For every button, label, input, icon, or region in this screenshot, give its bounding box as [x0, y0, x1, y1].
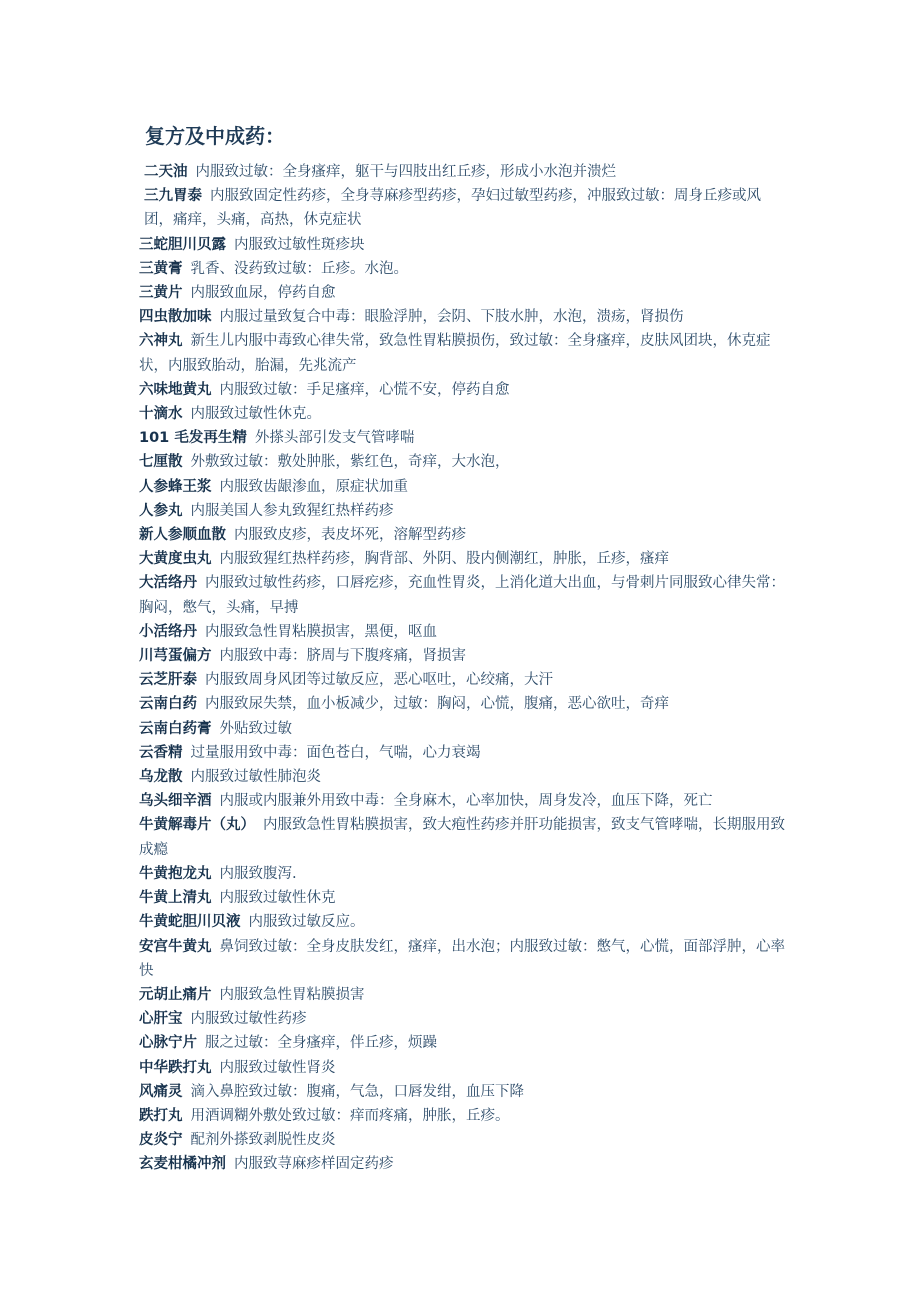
drug-name: 小活络丹: [139, 623, 197, 640]
drug-reaction-description: 新生儿内服中毒致心律失常，致急性胃粘膜损伤，致过敏：全身瘙痒，皮肤风团块，休克症状，内服致胎动，胎漏，先兆流产: [139, 333, 771, 374]
drug-name: 云芝肝泰: [139, 672, 197, 689]
drug-entry: [139, 1031, 789, 1055]
drug-reaction-description: 内服致过敏：手足瘙痒，心慌不安，停药自愈: [219, 381, 510, 398]
drug-name: 新人参顺血散: [139, 527, 226, 544]
drug-entry: [139, 475, 789, 499]
drug-reaction-description: 滴入鼻腔致过敏：腹痛，气急，口唇发绀，血压下降: [190, 1083, 524, 1100]
drug-reaction-description: 内服致荨麻疹样固定药疹: [234, 1156, 394, 1173]
drug-reaction-description: 内服或内服兼外用致中毒：全身麻木，心率加快，周身发冷，血压下降，死亡: [219, 793, 713, 810]
drug-reaction-description: 内服致急性胃粘膜损害，致大疱性药疹并肝功能损害，致支气管哮喘，长期服用致成瘾: [139, 817, 785, 858]
drug-name: 牛黄蛇胆川贝液: [139, 914, 241, 931]
drug-name: 乌龙散: [139, 769, 183, 786]
drug-name: 中华跌打丸: [139, 1059, 212, 1076]
drug-name: 四虫散加味: [139, 309, 212, 326]
drug-name: 人参丸: [139, 502, 183, 519]
drug-name: 安宫牛黄丸: [139, 938, 212, 955]
drug-name: 牛黄上清丸: [139, 890, 212, 907]
drug-entry: [139, 402, 789, 426]
drug-name: 三黄膏: [139, 260, 183, 277]
drug-entry: [139, 620, 789, 644]
drug-reaction-description: 内服致猩红热样药疹，胸背部、外阴、股内侧潮红，肿胀，丘疹，瘙痒: [219, 551, 669, 568]
drug-reaction-description: 内服致周身风团等过敏反应，恶心呕吐，心绞痛，大汗: [205, 672, 553, 689]
drug-reaction-description: 内服致中毒：脐周与下腹疼痛，肾损害: [219, 648, 466, 665]
drug-entry: [139, 184, 789, 232]
drug-reaction-description: 乳香、没药致过敏：丘疹。水泡。: [190, 260, 408, 277]
drug-entry: [139, 813, 789, 861]
drug-entry: [139, 305, 789, 329]
drug-entry: [139, 1056, 789, 1080]
drug-reaction-description: 过量服用致中毒：面色苍白，气喘，心力衰竭: [190, 744, 481, 761]
drug-entry: [139, 765, 789, 789]
drug-name: 大活络丹: [139, 575, 197, 592]
drug-reaction-description: 外搽头部引发支气管哮喘: [254, 430, 415, 447]
drug-entry: [139, 281, 789, 305]
drug-name: 十滴水: [139, 406, 183, 423]
drug-name: 心肝宝: [139, 1011, 183, 1028]
drug-name: 川芎蛋偏方: [139, 648, 212, 665]
drug-name: 101 毛发再生精: [139, 430, 247, 447]
drug-entry: [139, 523, 789, 547]
drug-name: 皮炎宁: [139, 1132, 183, 1149]
document-page: [139, 118, 789, 1177]
drug-entry: [139, 983, 789, 1007]
drug-reaction-description: 内服致过敏性药疹: [190, 1011, 307, 1028]
drug-name: 三蛇胆川贝露: [139, 236, 226, 253]
drug-entry: [139, 1080, 789, 1104]
drug-reaction-description: 内服致过敏性肺泡炎: [190, 769, 321, 786]
drug-name: 元胡止痛片: [139, 986, 212, 1003]
drug-name: 三黄片: [139, 285, 183, 302]
drug-name: 云香精: [139, 744, 183, 761]
drug-name: 云南白药膏: [139, 720, 212, 737]
drug-reaction-description: 内服致过敏性药疹，口唇疙疹，充血性胃炎，上消化道大出血，与骨刺片同服致心律失常：胸闷，憋气，头痛，早搏: [139, 575, 785, 616]
drug-reaction-description: 内服致急性胃粘膜损害，黑便，呕血: [205, 623, 437, 640]
drug-name: 牛黄抱龙丸: [139, 865, 212, 882]
drug-entry: [139, 910, 789, 934]
drug-reaction-description: 内服致腹泻.: [219, 865, 297, 882]
drug-reaction-description: 内服致过敏性休克: [219, 890, 336, 907]
drug-reaction-description: 内服致过敏：全身瘙痒，躯干与四肢出红丘疹，形成小水泡并溃烂: [195, 164, 616, 180]
drug-entry: [139, 1104, 789, 1128]
drug-reaction-description: 内服致过敏性休克。: [190, 406, 321, 423]
drug-entry: [139, 668, 789, 692]
drug-entry: [139, 499, 789, 523]
drug-entry: [139, 717, 789, 741]
drug-name: 三九胃泰: [144, 188, 202, 205]
drug-entry-list: [139, 160, 789, 1177]
drug-entry: [139, 1007, 789, 1031]
drug-entry: [139, 789, 789, 813]
drug-entry: [139, 160, 789, 184]
drug-name: 大黄度虫丸: [139, 551, 212, 568]
drug-reaction-description: 外贴致过敏: [219, 720, 292, 737]
drug-entry: [139, 571, 789, 619]
drug-name: 心脉宁片: [139, 1035, 197, 1052]
drug-reaction-description: 服之过敏：全身瘙痒，伴丘疹，烦躁: [205, 1035, 437, 1052]
drug-name: 六神丸: [139, 333, 183, 350]
drug-reaction-description: 内服致过敏性斑疹块: [234, 236, 365, 253]
drug-entry: [139, 644, 789, 668]
drug-reaction-description: 内服致血尿，停药自愈: [190, 285, 336, 302]
drug-reaction-description: 内服致急性胃粘膜损害: [219, 986, 365, 1003]
drug-entry: [139, 233, 789, 257]
drug-name: 跌打丸: [139, 1107, 183, 1124]
drug-entry: [139, 547, 789, 571]
drug-entry: [139, 692, 789, 716]
drug-reaction-description: 用酒调糊外敷处致过敏：痒而疼痛，肿胀，丘疹。: [190, 1107, 510, 1124]
drug-reaction-description: 内服致过敏性肾炎: [219, 1059, 336, 1076]
drug-name: 乌头细辛酒: [139, 793, 212, 810]
drug-reaction-description: 内服致过敏反应。: [248, 914, 365, 931]
drug-name: 风痛灵: [139, 1083, 183, 1100]
drug-entry: [139, 935, 789, 983]
drug-reaction-description: 内服致固定性药疹，全身荨麻疹型药疹，孕妇过敏型药疹，冲服致过敏：周身丘疹或风团，痛痒，头痛，高热，休克症状: [144, 188, 761, 229]
drug-entry: [139, 886, 789, 910]
drug-entry: [139, 741, 789, 765]
drug-entry: [139, 257, 789, 281]
drug-name: 人参蜂王浆: [139, 478, 212, 495]
drug-reaction-description: 内服过量致复合中毒：眼脸浮肿，会阴、下肢水肿，水泡，溃疡，肾损伤: [219, 309, 684, 326]
drug-reaction-description: 内服致皮疹，表皮坏死，溶解型药疹: [234, 527, 466, 544]
drug-name: 云南白药: [139, 696, 197, 713]
drug-reaction-description: 外敷致过敏：敷处肿胀，紫红色，奇痒，大水泡，: [190, 454, 510, 471]
drug-entry: [139, 329, 789, 377]
drug-entry: [139, 1128, 789, 1152]
drug-reaction-description: 内服致尿失禁，血小板减少，过敏：胸闷，心慌，腹痛，恶心欲吐，奇痒: [205, 696, 669, 713]
drug-reaction-description: 内服美国人参丸致猩红热样药疹: [190, 502, 394, 519]
drug-entry: [139, 426, 789, 450]
drug-name: 二天油: [144, 164, 188, 180]
drug-name: 玄麦柑橘冲剂: [139, 1156, 226, 1173]
drug-name: 六味地黄丸: [139, 381, 212, 398]
drug-entry: [139, 378, 789, 402]
section-heading: 复方及中成药：: [145, 124, 285, 148]
drug-reaction-description: 内服致齿龈渗血，原症状加重: [219, 478, 408, 495]
drug-reaction-description: 鼻饲致过敏：全身皮肤发红，瘙痒，出水泡；内服致过敏：憋气，心慌，面部浮肿，心率快: [139, 938, 785, 979]
drug-name: 牛黄解毒片（丸）: [139, 817, 255, 834]
drug-entry: [139, 1152, 789, 1176]
drug-entry: [139, 862, 789, 886]
drug-reaction-description: 配剂外搽致剥脱性皮炎: [190, 1132, 336, 1149]
drug-entry: [139, 450, 789, 474]
drug-name: 七厘散: [139, 454, 183, 471]
